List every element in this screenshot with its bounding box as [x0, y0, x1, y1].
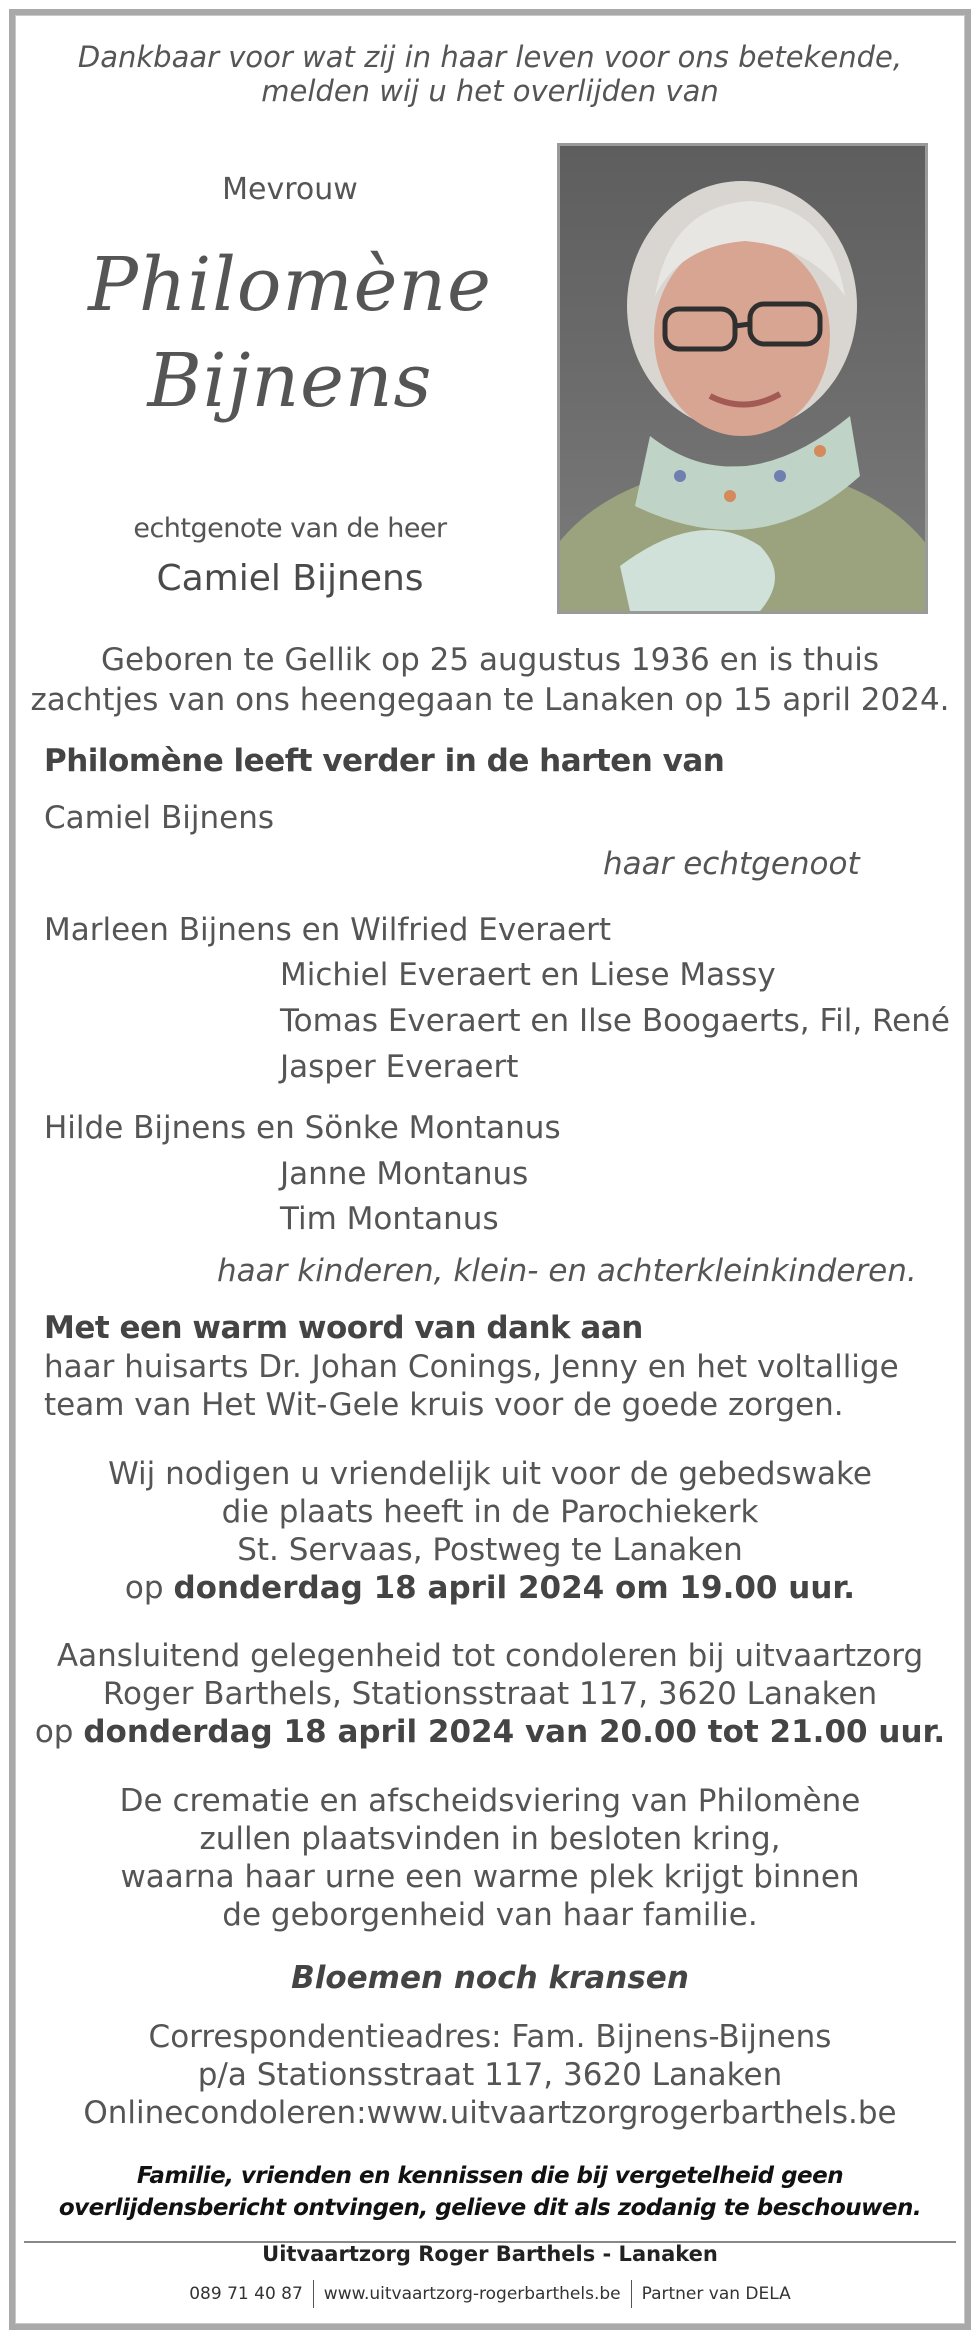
family-child-1: Marleen Bijnens en Wilfried Everaert	[44, 912, 611, 948]
family-child-2: Hilde Bijnens en Sönke Montanus	[44, 1110, 561, 1146]
cremation-info	[0, 1782, 980, 1934]
footer-separator	[631, 2280, 632, 2308]
wake-date-prefix: op	[124, 1570, 164, 1606]
correspondence-info	[0, 2018, 980, 2132]
condolence-date-prefix: op	[34, 1714, 74, 1750]
deceased-first-name: Philomène	[88, 242, 492, 328]
family-spouse-role: haar echtgenoot	[603, 846, 860, 882]
thanks-line-1: haar huisarts Dr. Johan Conings, Jenny en het voltallige	[44, 1349, 899, 1385]
family-heading: Philomène leeft verder in de harten van	[44, 743, 725, 779]
wake-line-2: die plaats heeft in de Parochiekerk	[221, 1494, 759, 1530]
condolence-date: donderdag 18 april 2024 van 20.00 tot 21.00 uur.	[83, 1714, 946, 1750]
flowers-note: Bloemen noch kransen	[291, 1960, 689, 1996]
notice-text	[0, 2160, 980, 2224]
thanks-heading: Met een warm woord van dank aan	[44, 1310, 643, 1346]
deceased-last-name: Bijnens	[147, 338, 433, 424]
cremation-line-1: De crematie en afscheidsviering van Philomène	[119, 1783, 861, 1819]
intro-line-2: melden wij u het overlijden van	[261, 74, 719, 108]
footer-website[interactable]: www.uitvaartzorg-rogerbarthels.be	[323, 2284, 621, 2304]
wake-date: donderdag 18 april 2024 om 19.00 uur.	[173, 1570, 856, 1606]
spouse-name: Camiel Bijnens	[156, 558, 424, 599]
grandchild-2-2: Tim Montanus	[280, 1201, 499, 1237]
intro-text	[0, 40, 980, 108]
footer-company: Uitvaartzorg Roger Barthels - Lanaken	[262, 2242, 718, 2266]
footer-contact-row	[0, 2280, 980, 2308]
wake-line-3: St. Servaas, Postweg te Lanaken	[237, 1532, 743, 1568]
cremation-line-4: de geborgenheid van haar familie.	[222, 1897, 758, 1933]
grandchild-1-1: Michiel Everaert en Liese Massy	[280, 957, 776, 993]
footer-phone[interactable]: 089 71 40 87	[189, 2284, 303, 2304]
wake-line-1: Wij nodigen u vriendelijk uit voor de gebedswake	[108, 1456, 872, 1492]
thanks-text	[44, 1348, 899, 1424]
correspondence-website[interactable]: Onlinecondoleren:www.uitvaartzorgrogerbarthels.be	[83, 2095, 897, 2131]
spouse-label: echtgenote van de heer	[133, 513, 447, 544]
family-spouse: Camiel Bijnens	[44, 800, 275, 836]
birth-line-2: zachtjes van ons heengegaan te Lanaken op 15 april 2024.	[30, 682, 950, 718]
grandchild-2-1: Janne Montanus	[280, 1156, 529, 1192]
correspondence-line-2: p/a Stationsstraat 117, 3620 Lanaken	[197, 2057, 783, 2093]
grandchild-1-2: Tomas Everaert en Ilse Boogaerts, Fil, René	[280, 1003, 950, 1039]
footer-partner: Partner van DELA	[641, 2284, 791, 2304]
family-children-role: haar kinderen, klein- en achterkleinkinderen.	[217, 1253, 917, 1289]
wake-info	[0, 1455, 980, 1607]
footer-separator	[313, 2280, 314, 2308]
deceased-title: Mevrouw	[222, 172, 358, 207]
cremation-line-3: waarna haar urne een warme plek krijgt binnen	[120, 1859, 860, 1895]
notice-line-2: overlijdensbericht ontvingen, gelieve dit als zodanig te beschouwen.	[58, 2195, 922, 2221]
condolence-info	[0, 1637, 980, 1751]
notice-line-1: Familie, vrienden en kennissen die bij vergetelheid geen	[136, 2163, 844, 2189]
thanks-line-2: team van Het Wit-Gele kruis voor de goede zorgen.	[44, 1387, 844, 1423]
wake-line-4	[0, 1569, 980, 1607]
birth-line-1: Geboren te Gellik op 25 augustus 1936 en is thuis	[100, 642, 880, 678]
cremation-line-2: zullen plaatsvinden in besloten kring,	[199, 1821, 781, 1857]
portrait-photo	[557, 143, 928, 614]
grandchild-1-3: Jasper Everaert	[280, 1049, 519, 1085]
portrait-illustration	[560, 146, 925, 611]
correspondence-line-1: Correspondentieadres: Fam. Bijnens-Bijnens	[148, 2019, 832, 2055]
intro-line-1: Dankbaar voor wat zij in haar leven voor ons betekende,	[77, 40, 903, 74]
birth-info	[0, 640, 980, 720]
condolence-line-3	[0, 1713, 980, 1751]
condolence-line-2: Roger Barthels, Stationsstraat 117, 3620 Lanaken	[102, 1676, 878, 1712]
condolence-line-1: Aansluitend gelegenheid tot condoleren bij uitvaartzorg	[56, 1638, 924, 1674]
